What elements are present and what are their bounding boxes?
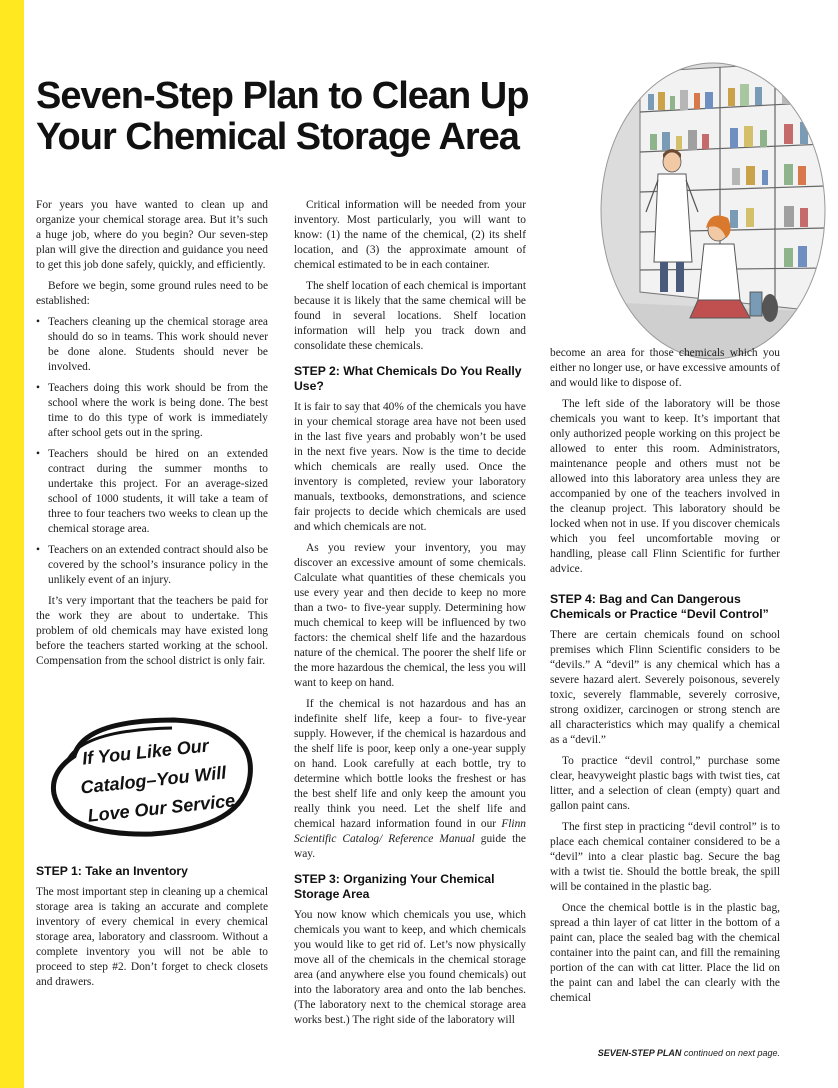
badge-line-2: Catalog–You Will: [79, 762, 228, 798]
catalog-title: Flinn Scientific Catalog/ Reference Manual: [294, 818, 526, 845]
rule-item: • Teachers should be hired on an extended contract during the summer months to undertake this project. For an average-sized school of 1000 students, it will take a team of three to four teachers two weeks to clean up the chemical storage area.: [36, 447, 268, 537]
catalog-service-badge: [44, 716, 262, 838]
step-2-paragraph-2: As you review your inventory, you may discover an excessive amount of some chemicals. Calculate what quantities of these chemicals you use every year and then decide to keep no more than a two- to five-year supply. Determining how much chemical to keep will be influenced by two factors: the chemical shelf life and the hazardous nature of the chemical. The poorer the shelf life or the more hazardous the chemical, the less you will want to keep on hand.: [294, 542, 526, 689]
rule-item: • Teachers on an extended contract should also be covered by the school’s insurance policy in the unlikely event of an injury.: [36, 543, 268, 588]
chemical-storage-illustration: [600, 62, 826, 360]
page-title: [36, 76, 596, 158]
column-2: [294, 198, 526, 1034]
step-2-p3-end: guide the way.: [294, 833, 526, 860]
step-3-paragraph-1: You now know which chemicals you use, which chemicals you want to keep, and which chemicals you would like to get rid of. Let’s now physically move all of the chemicals in the chemical storage area (and anywhere else you found chemicals) out into the laboratory area and onto the lab benches. (The laboratory next to the chemical storage area works best.) The right side of the laboratory will: [294, 909, 526, 1026]
step-3-heading: STEP 3: Organizing Your Chemical Storage Area: [294, 872, 495, 901]
step-1-paragraph-2: Critical information will be needed from your inventory. Most particularly, you will want to know: (1) the name of the chemical, (2) its shelf location, and (3) the approximate amount of chemical estimated to be in each container.: [294, 199, 526, 271]
step-2-p3-text: If the chemical is not hazardous and has an indefinite shelf life, keep a four- to five-year supply. However, if the chemical is hazardous and the shelf life is poor, keep only a one-year supply on hand. Look carefully at each bottle, try to determine which bottle looks the freshest or has the best shelf life and only keep the amount you really think you need. Let the shelf life and chemical hazard information found in our: [294, 698, 526, 830]
step-4-paragraph-2: To practice “devil control,” purchase some clear, heavyweight plastic bags with twist ties, cat litter, and a selection of clean (empty) quart and gallon paint cans.: [550, 755, 780, 812]
step-3-paragraph-1-continued: become an area for those chemicals which you either no longer use, or have excessive amounts of and would like to dispose of.: [550, 347, 780, 389]
step-4-paragraph-3: The first step in practicing “devil control” is to place each chemical container considered to be a “devil” into a clear plastic bag. Secure the bag with a twist tie. Should the bottle break, the spill will be contained in the plastic bag.: [550, 821, 780, 893]
title-line-1: Seven-Step Plan to Clean Up: [36, 75, 529, 117]
badge-line-1: If You Like Our: [81, 735, 210, 769]
step-1-paragraph-1: The most important step in cleaning up a chemical storage area is taking an accurate and complete inventory of every chemical in every chemical storage area, laboratory and classroom. Without a complete inventory you will not be able to proceed to step #2. Don’t forget to check closets and drawers.: [36, 886, 268, 988]
step-4-paragraph-1: There are certain chemicals found on school premises which Flinn Scientific considers to be “devils.” A “devil” is any chemical which has a severe hazard alert. Severely poisonous, severely toxic, severely flammable, severely corrosive, strong oxidizer, carcinogen or strong stench are all characteristics which may qualify a chemical as a “devil.”: [550, 629, 780, 746]
step-2-heading: STEP 2: What Chemicals Do You Really Use?: [294, 364, 522, 393]
column-3-bottom: [550, 592, 780, 1012]
title-line-2: Your Chemical Storage Area: [36, 116, 519, 158]
column-1-bottom: [36, 864, 268, 996]
rule-item: • Teachers doing this work should be from the school where the work is being done. The best time to do this type of work is immediately after school gets out in the spring.: [36, 381, 268, 441]
footer-plan-name: SEVEN-STEP PLAN: [597, 1048, 682, 1058]
continued-footer: [598, 1048, 780, 1058]
step-4-heading: STEP 4: Bag and Can Dangerous Chemicals or Practice “Devil Control”: [550, 592, 769, 621]
step-2-paragraph-3: [294, 697, 526, 862]
footer-continued-text: continued on next page.: [681, 1048, 780, 1058]
column-1: [36, 198, 268, 675]
step-1-paragraph-3: The shelf location of each chemical is important because it is likely that the same chemical will be found in several locations. Shelf location information will help you track down and consolidate these chemicals.: [294, 280, 526, 352]
step-2-paragraph-1: It is fair to say that 40% of the chemicals you have in your chemical storage area have not been used in the last five years and probably won’t be used in the next five years. Now is the time to decide which chemicals are really used. Once the inventory is completed, review your laboratory manuals, textbooks, demonstrations, and science fair projects to decide which chemicals are used and which chemicals are not.: [294, 401, 526, 533]
step-3-paragraph-2: The left side of the laboratory will be those chemicals you want to keep. It’s important that only authorized people working on this project be allowed to enter this room. Administrators, maintenance people and others must not be allowed into this laboratory area unless they are accompanied by one of the teachers involved in the cleanup project. This laboratory should be locked when not in use. If you discover chemicals which you feel uncomfortable moving or handling, please call Flinn Scientific for further advice.: [550, 398, 780, 575]
rule-item: • Teachers cleaning up the chemical storage area should do so in teams. This work should never be done alone. Students should never be involved.: [36, 315, 268, 375]
badge-line-3: Love Our Service: [86, 790, 237, 826]
step-1-heading: STEP 1: Take an Inventory: [36, 864, 188, 878]
ground-rules-list: [36, 315, 268, 588]
column-3: [550, 346, 780, 583]
yellow-side-bar: [0, 0, 24, 1088]
intro-paragraph-2: Before we begin, some ground rules need to be established:: [36, 280, 268, 307]
intro-paragraph-1: For years you have wanted to clean up and organize your chemical storage area. But it’s such a huge job, where do you begin? Our seven-step plan will give the direction and guidance you need to get this job done safely, quickly, and efficiently.: [36, 199, 268, 271]
step-4-paragraph-4: Once the chemical bottle is in the plastic bag, spread a thin layer of cat litter in the bottom of a paint can, place the sealed bag with the chemical container into the paint can, and fill the remaining portion of the can with cat litter. Place the lid on the paint can and label the can clearly with the chemical: [550, 902, 780, 1004]
intro-paragraph-3: It’s very important that the teachers be paid for the work they are about to undertake. This problem of old chemicals may have existed long before the teachers started working at the school. Compensation from the school district is only fair.: [36, 595, 268, 667]
